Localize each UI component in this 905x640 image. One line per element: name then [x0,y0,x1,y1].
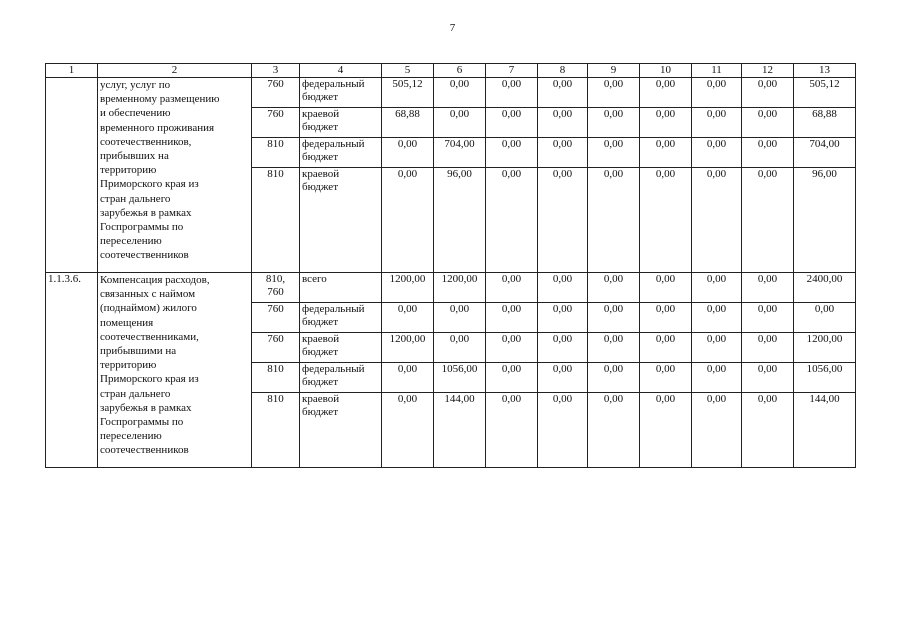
text-line: бюджет [302,316,338,328]
value-cell: 0,00 [538,393,588,468]
expense-code [252,108,300,138]
value-cell: 0,00 [486,303,538,333]
expense-code [252,363,300,393]
text-line: бюджет [302,376,338,388]
value-cell: 0,00 [538,168,588,273]
text-line: зарубежья в рамках [100,206,192,219]
expense-code [252,138,300,168]
text-line: территорию [100,359,157,372]
text-line: федеральный [302,78,365,90]
value-cell: 704,00 [794,138,856,168]
value-cell: 144,00 [434,393,486,468]
value-cell: 0,00 [382,138,434,168]
value-cell: 0,00 [640,138,692,168]
page-number: 7 [449,22,456,34]
value-cell: 0,00 [692,393,742,468]
value-cell: 0,00 [692,138,742,168]
text-line: 810 [267,393,284,405]
column-header-4: 4 [300,64,382,78]
value-cell: 0,00 [742,393,794,468]
text-line: соотечественников, [100,135,192,148]
value-cell: 0,00 [538,138,588,168]
column-header-5: 5 [382,64,434,78]
value-cell: 0,00 [692,363,742,393]
text-line: соотечественников [100,444,189,457]
text-line: бюджет [302,181,338,193]
text-line: услуг, услуг по [100,79,171,91]
value-cell: 1200,00 [382,333,434,363]
item-description [98,273,252,468]
expense-code [252,78,300,108]
expense-code [252,303,300,333]
column-header-2: 2 [98,64,252,78]
text-line: краевой [302,393,340,405]
funding-source [300,138,382,168]
value-cell: 0,00 [692,108,742,138]
value-cell: 0,00 [692,168,742,273]
text-line: бюджет [302,346,338,358]
text-line: 760 [267,303,284,315]
column-header-9: 9 [588,64,640,78]
text-line: Компенсация расходов, [100,274,210,286]
column-header-8: 8 [538,64,588,78]
value-cell: 0,00 [640,363,692,393]
value-cell: 0,00 [640,108,692,138]
table-row [46,273,856,303]
value-cell: 0,00 [742,303,794,333]
text-line: бюджет [302,406,338,418]
text-line: временного проживания [100,121,215,134]
value-cell: 0,00 [538,303,588,333]
value-cell: 0,00 [640,168,692,273]
value-cell: 0,00 [588,108,640,138]
value-cell: 0,00 [588,273,640,303]
value-cell: 0,00 [486,333,538,363]
value-cell: 505,12 [382,78,434,108]
value-cell: 68,88 [382,108,434,138]
funding-source [300,393,382,468]
column-header-7: 7 [486,64,538,78]
funding-source [300,273,382,303]
value-cell: 1200,00 [434,273,486,303]
text-line: 760 [267,333,284,345]
value-cell: 0,00 [382,393,434,468]
value-cell: 1056,00 [794,363,856,393]
value-cell: 0,00 [538,273,588,303]
expense-code [252,393,300,468]
value-cell: 68,88 [794,108,856,138]
text-line: соотечественников [100,249,189,262]
value-cell: 0,00 [692,78,742,108]
value-cell: 0,00 [742,333,794,363]
value-cell: 1200,00 [794,333,856,363]
value-cell: 704,00 [434,138,486,168]
budget-table [45,63,856,468]
value-cell: 2400,00 [794,273,856,303]
header-row [46,64,856,78]
text-line: зарубежья в рамках [100,401,192,414]
text-line: Госпрограммы по [100,416,184,429]
column-header-13: 13 [794,64,856,78]
text-line: краевой [302,333,340,345]
text-line: прибывших на [100,150,169,163]
expense-code [252,168,300,273]
text-line: помещения [100,316,154,329]
text-line: переселению [100,430,162,443]
value-cell: 0,00 [588,393,640,468]
value-cell: 0,00 [434,303,486,333]
text-line: бюджет [302,121,338,133]
value-cell: 0,00 [794,303,856,333]
text-line: краевой [302,108,340,120]
value-cell: 144,00 [794,393,856,468]
text-line: 760 [267,108,284,120]
value-cell: 0,00 [588,78,640,108]
funding-source [300,78,382,108]
text-line: 810 [267,363,284,375]
text-line: бюджет [302,91,338,103]
value-cell: 0,00 [434,333,486,363]
text-line: территорию [100,164,157,177]
value-cell: 505,12 [794,78,856,108]
item-index: 1.1.3.6. [46,273,98,468]
value-cell: 0,00 [538,363,588,393]
value-cell: 0,00 [434,108,486,138]
value-cell: 0,00 [382,363,434,393]
value-cell: 1056,00 [434,363,486,393]
value-cell: 0,00 [588,168,640,273]
value-cell: 96,00 [794,168,856,273]
expense-code [252,273,300,303]
value-cell: 0,00 [640,78,692,108]
text-line: всего [302,273,327,285]
text-line: переселению [100,235,162,248]
value-cell: 0,00 [640,393,692,468]
value-cell: 0,00 [588,138,640,168]
value-cell: 0,00 [486,273,538,303]
value-cell: 0,00 [742,168,794,273]
value-cell: 0,00 [434,78,486,108]
value-cell: 96,00 [434,168,486,273]
value-cell: 0,00 [486,168,538,273]
text-line: федеральный [302,138,365,150]
value-cell: 0,00 [640,333,692,363]
text-line: федеральный [302,303,365,315]
funding-source [300,168,382,273]
column-header-11: 11 [692,64,742,78]
value-cell: 0,00 [486,363,538,393]
text-line: Приморского края из [100,178,199,191]
value-cell: 0,00 [538,78,588,108]
text-line: и обеспечению [100,107,171,120]
text-line: 810 [267,168,284,180]
text-line: 760 [267,78,284,90]
column-header-12: 12 [742,64,794,78]
value-cell: 0,00 [588,303,640,333]
text-line: стран дальнего [100,387,171,400]
funding-source [300,333,382,363]
value-cell: 0,00 [692,273,742,303]
text-line: Госпрограммы по [100,221,184,234]
text-line: временному размещению [100,93,220,106]
value-cell: 0,00 [742,78,794,108]
table-body [46,64,856,468]
value-cell: 0,00 [538,333,588,363]
value-cell: 0,00 [382,303,434,333]
item-index [46,78,98,273]
value-cell: 0,00 [742,108,794,138]
text-line: соотечественниками, [100,330,199,343]
text-line: (поднаймом) жилого [100,302,197,315]
value-cell: 0,00 [538,108,588,138]
expense-code [252,333,300,363]
column-header-6: 6 [434,64,486,78]
text-line: стран дальнего [100,192,171,205]
value-cell: 0,00 [588,333,640,363]
column-header-10: 10 [640,64,692,78]
value-cell: 0,00 [640,273,692,303]
value-cell: 0,00 [692,303,742,333]
column-header-3: 3 [252,64,300,78]
funding-source [300,303,382,333]
text-line: 760 [267,286,284,298]
value-cell: 0,00 [588,363,640,393]
value-cell: 0,00 [742,138,794,168]
column-header-1: 1 [46,64,98,78]
value-cell: 0,00 [382,168,434,273]
text-line: краевой [302,168,340,180]
text-line: прибывшими на [100,345,177,358]
value-cell: 0,00 [640,303,692,333]
value-cell: 1200,00 [382,273,434,303]
text-line: бюджет [302,151,338,163]
value-cell: 0,00 [486,78,538,108]
value-cell: 0,00 [742,363,794,393]
table-row [46,78,856,108]
value-cell: 0,00 [486,108,538,138]
text-line: 810, [265,273,286,285]
value-cell: 0,00 [692,333,742,363]
funding-source [300,363,382,393]
item-description [98,78,252,273]
funding-source [300,108,382,138]
text-line: федеральный [302,363,365,375]
text-line: связанных с наймом [100,288,196,301]
value-cell: 0,00 [742,273,794,303]
value-cell: 0,00 [486,138,538,168]
text-line: 810 [267,138,284,150]
text-line: Приморского края из [100,373,199,386]
value-cell: 0,00 [486,393,538,468]
